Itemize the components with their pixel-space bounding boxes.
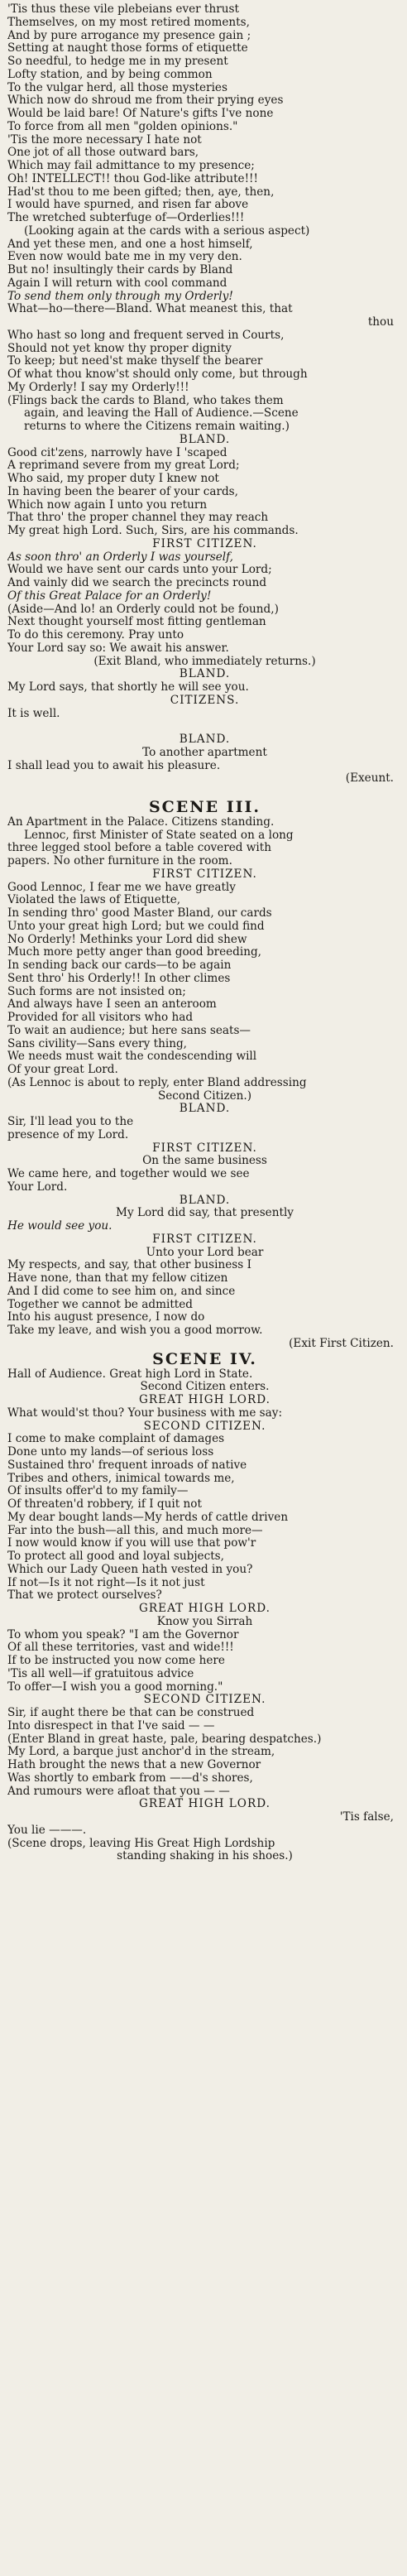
- text-line: Know you Sirrah: [156, 1615, 253, 1628]
- text-line: Had'st thou to me been gifted; then, aye, then,: [7, 185, 275, 199]
- text-line: The wretched subterfuge of—Orderlies!!!: [7, 212, 245, 224]
- text-line: Which may fail admittance to my presence;: [7, 160, 255, 172]
- text-line: Together we cannot be admitted: [7, 1298, 194, 1311]
- text-line: Lofty station, and by being common: [7, 68, 213, 81]
- text-line: 'Tis the more necessary I hate not: [7, 133, 202, 147]
- text-line: If not—Is it not right—Is it not just: [7, 1576, 205, 1589]
- text-line: To whom you speak? "I am the Governor: [7, 1628, 239, 1641]
- text-line: Even now would bate me in my very den.: [7, 251, 242, 264]
- text-line: Violated the laws of Etiquette,: [7, 894, 181, 907]
- text-line: Themselves, on my most retired moments,: [7, 16, 250, 29]
- text-line: Sir, if aught there be that can be construed: [7, 1707, 255, 1719]
- text-line: If to be instructed you now come here: [7, 1655, 225, 1667]
- scene-three-text: [7, 816, 402, 1351]
- text-line: Much more petty anger than good breeding,: [7, 946, 262, 959]
- text-line: again, and leaving the Hall of Audience.—Scene: [24, 407, 299, 421]
- text-line: (Aside—And lo! an Orderly could not be found,): [7, 603, 279, 616]
- text-line: To wait an audience; but here sans seats—: [7, 1024, 251, 1037]
- text-line: (Looking again at the cards with a serious aspect): [24, 224, 310, 238]
- text-line: That thro' the proper channel they may reach: [7, 512, 269, 525]
- text-line: That we protect ourselves?: [7, 1589, 162, 1603]
- text-line: Of all these territories, vast and wide!!!: [7, 1641, 234, 1655]
- text-line: To offer—I wish you a good morning.": [7, 1680, 223, 1694]
- text-line: And always have I seen an anteroom: [7, 998, 217, 1012]
- speaker-name: SECOND CITIZEN.: [143, 1694, 266, 1707]
- text-line: Of what thou know'st should only come, but through: [7, 368, 308, 381]
- scene-two-continuation: [7, 3, 402, 799]
- text-line: three legged stool before a table covered with: [7, 842, 271, 855]
- text-line: Good Lennoc, I fear me we have greatly: [7, 881, 236, 894]
- text-line: I come to make complaint of damages: [7, 1433, 225, 1446]
- text-line: Into disrespect in that I've said — —: [7, 1719, 215, 1733]
- scene-four-text: [7, 1368, 402, 1864]
- text-line: Your Lord say so: We await his answer.: [7, 642, 229, 655]
- text-line: To send them only through my Orderly!: [7, 290, 233, 303]
- speaker-name: FIRST CITIZEN.: [152, 537, 257, 550]
- text-line: Far into the bush—all this, and much more—: [7, 1524, 263, 1537]
- text-line: We needs must wait the condescending will: [7, 1050, 257, 1064]
- speaker-name: BLAND.: [179, 1103, 231, 1116]
- speaker-name: GREAT HIGH LORD.: [139, 1798, 271, 1811]
- text-line: To force from all men "golden opinions.": [7, 120, 238, 133]
- text-line: My Lord, a barque just anchor'd in the stream,: [7, 1746, 275, 1759]
- text-line: To the vulgar herd, all those mysteries: [7, 81, 227, 94]
- text-line: Would be laid bare! Of Nature's gifts I've none: [7, 108, 274, 120]
- text-line: Your Lord.: [7, 1180, 68, 1194]
- text-line: On the same business: [142, 1155, 267, 1168]
- text-line: I would have spurned, and risen far above: [7, 199, 249, 212]
- text-line: Second Citizen.): [157, 1089, 252, 1103]
- text-line: Oh! INTELLECT!! thou God-like attribute!!!: [7, 172, 258, 185]
- speaker-name: FIRST CITIZEN.: [152, 1141, 257, 1155]
- text-line: Again I will return with cool command: [7, 276, 227, 290]
- text-line: My Lord did say, that presently: [116, 1207, 294, 1220]
- speaker-name: SECOND CITIZEN.: [143, 1420, 266, 1433]
- text-line: Which now again I unto you return: [7, 498, 208, 512]
- text-line: One jot of all those outward bars,: [7, 147, 199, 160]
- text-line: And yet these men, and one a host himself,: [7, 238, 253, 251]
- text-line: My Lord says, that shortly he will see you.: [7, 681, 249, 694]
- text-line: returns to where the Citizens remain waiting.): [24, 421, 290, 433]
- text-line: papers. No other furniture in the room.: [7, 855, 232, 867]
- text-line: Such forms are not insisted on;: [7, 985, 186, 998]
- text-line: Who said, my proper duty I knew not: [7, 473, 219, 485]
- text-line: presence of my Lord.: [7, 1128, 129, 1141]
- text-line: Done unto my lands—of serious loss: [7, 1446, 214, 1459]
- text-line: Would we have sent our cards unto your Lord;: [7, 564, 272, 577]
- text-line: You lie ———.: [7, 1824, 87, 1837]
- text-line: My great high Lord. Such, Sirs, are his commands.: [7, 525, 299, 537]
- text-line: No Orderly! Methinks your Lord did shew: [7, 933, 247, 946]
- text-line: (Enter Bland in great haste, pale, bearing despatches.): [7, 1733, 322, 1746]
- text-line: In sending thro' good Master Bland, our cards: [7, 907, 272, 920]
- speaker-name: GREAT HIGH LORD.: [139, 1603, 271, 1615]
- scene-four-heading: SCENE IV.: [152, 1349, 257, 1368]
- speaker-name: BLAND.: [179, 733, 231, 746]
- text-line: To keep; but need'st make thyself the bearer: [7, 355, 263, 368]
- text-line: I shall lead you to await his pleasure.: [7, 759, 221, 772]
- text-line: A reprimand severe from my great Lord;: [7, 459, 240, 473]
- text-line: Setting at naught those forms of etiquette: [7, 42, 248, 55]
- text-line: Hall of Audience. Great high Lord in State.: [7, 1367, 253, 1381]
- text-line: Which our Lady Queen hath vested in you?: [7, 1563, 253, 1576]
- speaker-name: FIRST CITIZEN.: [152, 867, 257, 881]
- text-line: 'Tis false,: [339, 1811, 394, 1824]
- text-line: Have none, than that my fellow citizen: [7, 1272, 228, 1285]
- text-line: We came here, and together would we see: [7, 1168, 250, 1180]
- text-line: Sent thro' his Orderly!! In other climes: [7, 972, 231, 985]
- text-line: And I did come to see him on, and since: [7, 1285, 236, 1298]
- text-line: What—ho—there—Bland. What meanest this, that: [7, 303, 293, 316]
- text-line: Unto your great high Lord; but we could find: [7, 920, 265, 933]
- speaker-name: BLAND.: [179, 433, 231, 446]
- text-line: Was shortly to embark from ——d's shores,: [7, 1771, 253, 1785]
- speaker-name: BLAND.: [179, 1194, 231, 1207]
- text-line: (Exeunt.: [345, 772, 394, 786]
- text-line: To another apartment: [142, 746, 267, 759]
- text-line: (As Lennoc is about to reply, enter Bland addressing: [7, 1076, 307, 1089]
- text-line: And by pure arrogance my presence gain ;: [7, 29, 251, 42]
- text-line: Next thought yourself most fitting gentleman: [7, 616, 266, 629]
- text-line: So needful, to hedge me in my present: [7, 55, 228, 68]
- text-line: Sustained thro' frequent inroads of native: [7, 1459, 247, 1472]
- text-line: To protect all good and loyal subjects,: [7, 1550, 224, 1563]
- text-line: (Exit Bland, who immediately returns.): [93, 655, 316, 668]
- text-line: Tribes and others, inimical towards me,: [7, 1472, 235, 1485]
- speaker-name: GREAT HIGH LORD.: [139, 1394, 271, 1406]
- text-line: To do this ceremony. Pray unto: [7, 629, 184, 642]
- text-line: Good cit'zens, narrowly have I 'scaped: [7, 446, 227, 459]
- text-line: (Exit First Citizen.: [289, 1337, 394, 1350]
- text-line: Which now do shroud me from their prying eyes: [7, 94, 284, 108]
- text-line: I now would know if you will use that pow'r: [7, 1537, 256, 1550]
- text-line: Sans civility—Sans every thing,: [7, 1037, 187, 1050]
- text-line: Sir, I'll lead you to the: [7, 1116, 134, 1128]
- text-line: Into his august presence, I now do: [7, 1311, 205, 1324]
- text-line: And vainly did we search the precincts round: [7, 577, 267, 589]
- speaker-name: CITIZENS.: [170, 694, 240, 707]
- text-line: My dear bought lands—My herds of cattle driven: [7, 1511, 289, 1524]
- text-line: He would see you.: [7, 1220, 113, 1233]
- speaker-name: BLAND.: [179, 668, 231, 681]
- text-line: standing shaking in his shoes.): [117, 1850, 293, 1863]
- scene-three-heading: SCENE III.: [148, 797, 261, 816]
- text-line: In sending back our cards—to be again: [7, 959, 232, 972]
- text-line: Of insults offer'd to my family—: [7, 1485, 189, 1498]
- text-line: My respects, and say, that other business I: [7, 1259, 251, 1272]
- text-line: Take my leave, and wish you a good morrow.: [7, 1324, 263, 1337]
- text-line: As soon thro' an Orderly I was yourself,: [7, 550, 233, 564]
- text-line: [7, 786, 402, 799]
- text-line: My Orderly! I say my Orderly!!!: [7, 381, 189, 394]
- text-line: Of this Great Palace for an Orderly!: [7, 589, 212, 603]
- text-line: thou: [367, 316, 394, 329]
- text-line: Second Citizen enters.: [140, 1381, 270, 1394]
- text-line: And rumours were afloat that you — —: [7, 1785, 230, 1798]
- text-line: (Scene drops, leaving His Great High Lordship: [7, 1837, 275, 1850]
- text-line: 'Tis thus these vile plebeians ever thrust: [7, 3, 239, 16]
- text-line: But no! insultingly their cards by Bland: [7, 264, 233, 276]
- speaker-name: FIRST CITIZEN.: [152, 1233, 257, 1246]
- text-line: What would'st thou? Your business with me say:: [7, 1406, 283, 1420]
- text-line: Of threaten'd robbery, if I quit not: [7, 1498, 202, 1511]
- text-line: [7, 720, 402, 733]
- text-line: In having been the bearer of your cards,: [7, 485, 238, 498]
- text-line: Should not yet know thy proper dignity: [7, 342, 232, 355]
- text-line: It is well.: [7, 707, 60, 720]
- text-line: Provided for all visitors who had: [7, 1012, 194, 1024]
- text-line: Lennoc, first Minister of State seated on a long: [24, 829, 294, 842]
- text-line: Who hast so long and frequent served in Courts,: [7, 329, 285, 342]
- text-line: An Apartment in the Palace. Citizens standing.: [7, 815, 275, 829]
- text-line: (Flings back the cards to Bland, who takes them: [7, 394, 284, 407]
- text-line: Of your great Lord.: [7, 1064, 118, 1076]
- text-line: Unto your Lord bear: [146, 1246, 264, 1259]
- text-line: Hath brought the news that a new Governor: [7, 1759, 261, 1771]
- text-line: 'Tis all well—if gratuitous advice: [7, 1667, 194, 1680]
